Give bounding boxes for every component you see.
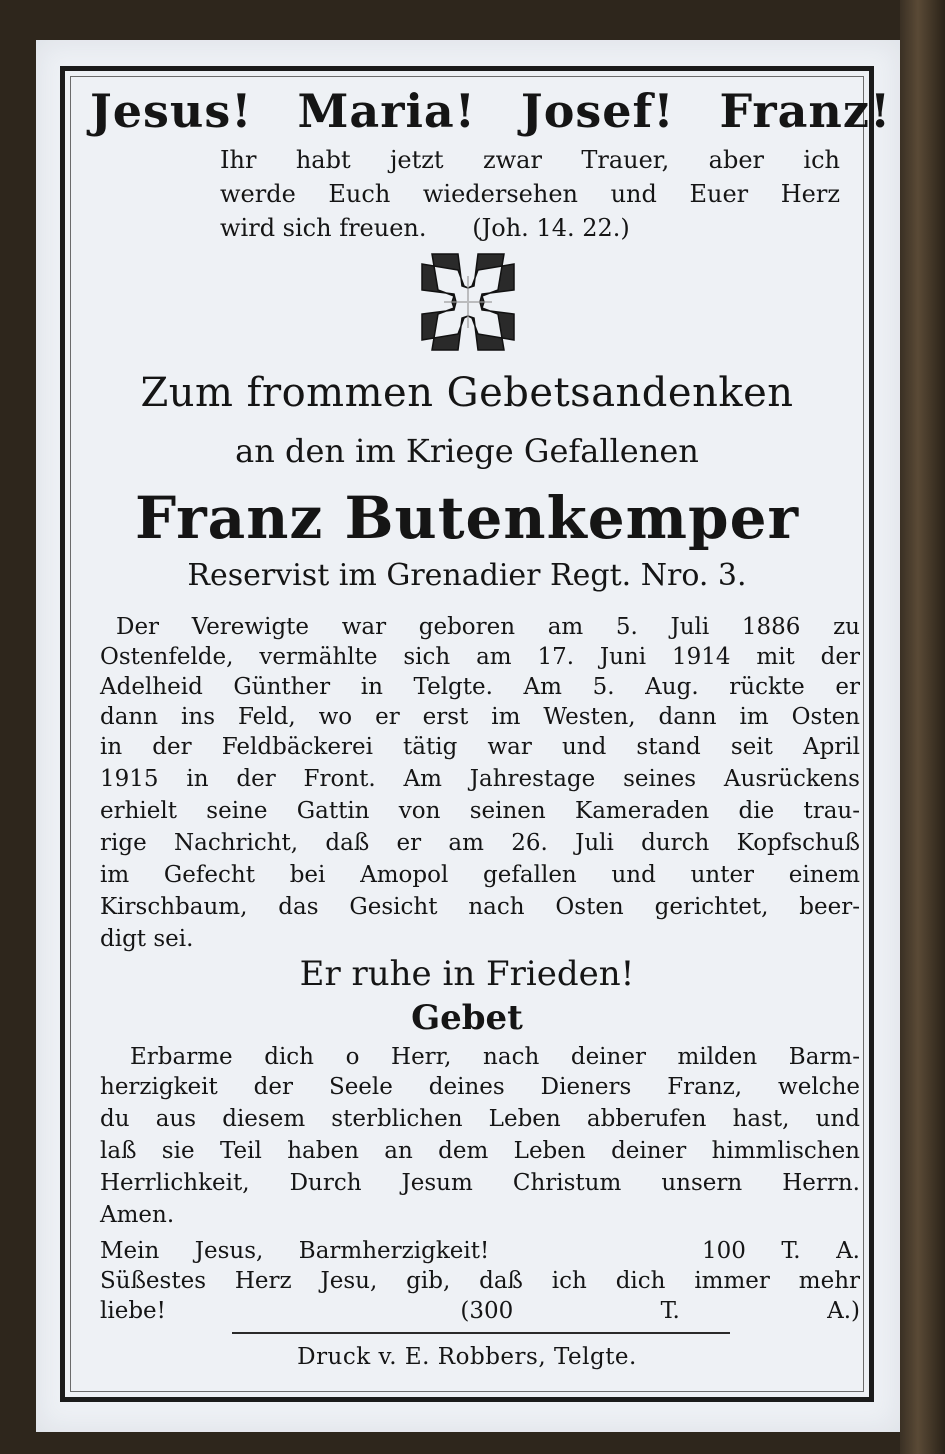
- memorial-title: Zum frommen Gebetsandenken: [140, 370, 794, 416]
- deceased-name: Franz Butenkemper: [134, 484, 800, 552]
- prayer-line-2: herzigkeit der Seele deines Dieners Franz, welche: [100, 1074, 860, 1100]
- biography-line-11: digt sei.: [100, 926, 194, 952]
- indulgence-line-1: Mein Jesus, Barmherzigkeit! 100 T. A.: [100, 1238, 860, 1264]
- biography-line-4: dann ins Feld, wo er erst im Westen, dann im Osten: [100, 704, 860, 730]
- biography-line-6: 1915 in der Front. Am Jahrestage seines Ausrückens: [100, 766, 860, 792]
- rest-in-peace: Er ruhe in Frieden!: [299, 954, 635, 994]
- prayer-line-5: Herrlichkeit, Durch Jesum Christum unsern Herrn.: [100, 1170, 860, 1196]
- memorial-subtitle: an den im Kriege Gefallenen: [235, 432, 699, 470]
- quote-line-3: wird sich freuen. (Joh. 14. 22.): [220, 214, 630, 242]
- prayer-line-3: du aus diesem sterblichen Leben abberufen hast, und: [100, 1106, 860, 1132]
- biography-line-7: erhielt seine Gattin von seinen Kameraden die trau-: [100, 798, 860, 824]
- biography-line-9: im Gefecht bei Amopol gefallen und unter einem: [100, 862, 860, 888]
- quote-line-1: Ihr habt jetzt zwar Trauer, aber ich: [220, 146, 840, 174]
- prayer-line-6: Amen.: [100, 1202, 175, 1228]
- prayer-title: Gebet: [411, 998, 523, 1038]
- iron-cross-icon: [418, 250, 518, 354]
- biography-line-10: Kirschbaum, das Gesicht nach Osten gerichtet, beer-: [100, 894, 860, 920]
- prayer-line-1: Erbarme dich o Herr, nach deiner milden Barm-: [130, 1044, 860, 1070]
- card-edge: [900, 0, 945, 1454]
- indulgence-line-2: Süßestes Herz Jesu, gib, daß ich dich immer mehr: [100, 1268, 860, 1294]
- military-rank: Reservist im Grenadier Regt. Nro. 3.: [187, 558, 747, 593]
- biography-line-2: Ostenfelde, vermählte sich am 17. Juni 1914 mit der: [100, 644, 860, 670]
- biography-line-8: rige Nachricht, daß er am 26. Juli durch Kopfschuß: [100, 830, 860, 856]
- quote-line-2: werde Euch wiedersehen und Euer Herz: [220, 180, 840, 208]
- footer-divider: [232, 1332, 730, 1334]
- biography-line-5: in der Feldbäckerei tätig war und stand seit April: [100, 734, 860, 760]
- biography-line-1: Der Verewigte war geboren am 5. Juli 1886 zu: [116, 614, 860, 640]
- indulgence-line-3: liebe! (300 T. A.): [100, 1298, 860, 1324]
- biography-line-3: Adelheid Günther in Telgte. Am 5. Aug. rückte er: [100, 674, 860, 700]
- header-invocation: Jesus! Maria! Josef! Franz!: [90, 84, 892, 138]
- printer-credit: Druck v. E. Robbers, Telgte.: [297, 1344, 637, 1370]
- prayer-line-4: laß sie Teil haben an dem Leben deiner himmlischen: [100, 1138, 860, 1164]
